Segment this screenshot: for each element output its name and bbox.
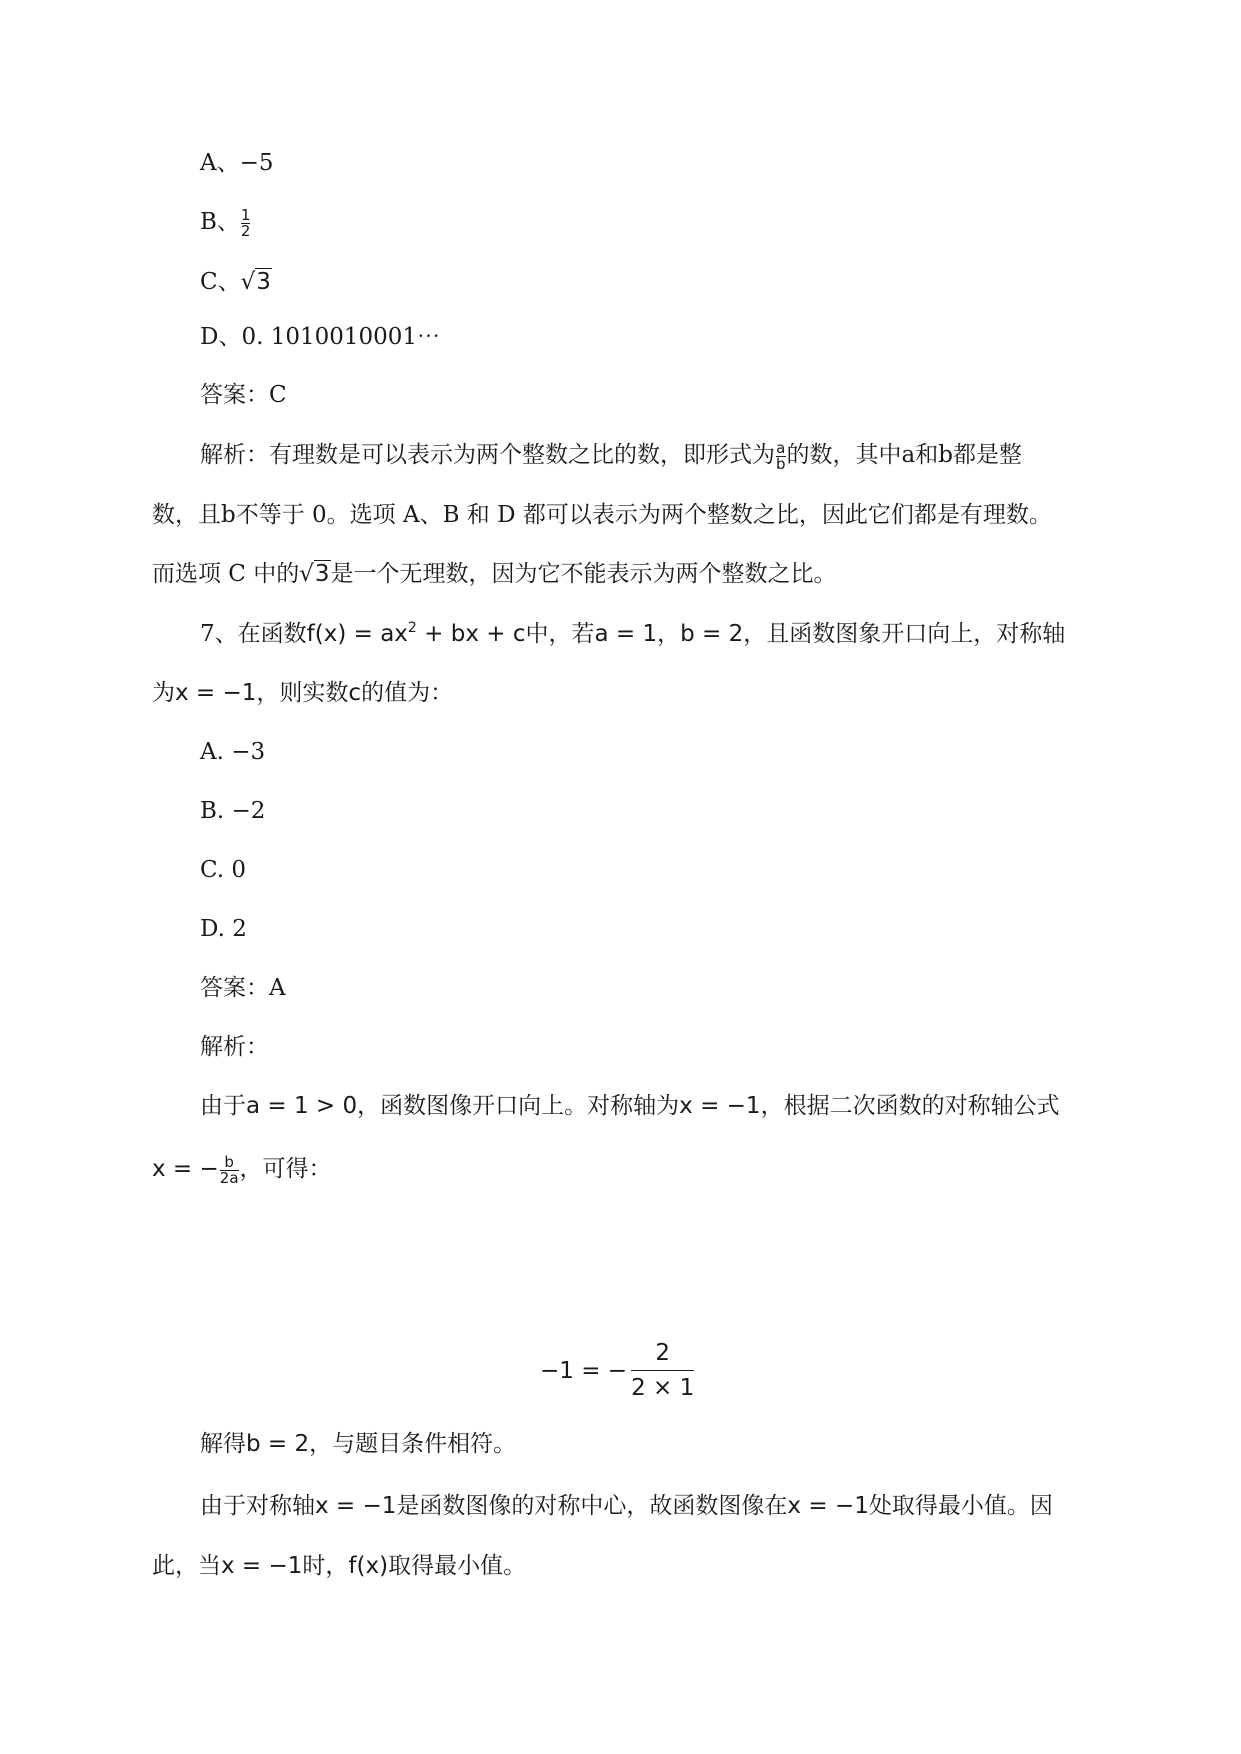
- sqrt-symbol: √3: [299, 561, 330, 587]
- q7-option-d: D. 2: [200, 916, 247, 942]
- radicand: 3: [256, 269, 271, 295]
- analysis-text: ，函数图像开口向上。对称轴为: [357, 1093, 680, 1119]
- q7-stem-line-2: [152, 676, 453, 710]
- stem-text: 的值为：: [361, 680, 454, 706]
- math-text: x = −1: [175, 680, 257, 706]
- a-over-b-fraction: [776, 438, 786, 473]
- analysis-text: 此，当: [152, 1553, 221, 1579]
- q6-option-c-prefix: C、: [200, 269, 241, 295]
- q6-option-b-fraction: [240, 205, 251, 240]
- math-text: x = −: [152, 1156, 219, 1182]
- q6-option-d: D、0. 1010010001⋯: [200, 324, 441, 350]
- q7-analysis-para-5: [152, 1549, 526, 1583]
- q7-option-b: B. −2: [200, 798, 266, 824]
- q6-option-b: [200, 205, 251, 239]
- sqrt-symbol: √3: [240, 269, 271, 295]
- q6-analysis-line-2: 数，且b不等于 0。选项 A、B 和 D 都可以表示为两个整数之比，因此它们都是有理数。: [152, 502, 1052, 528]
- q7-option-c: C. 0: [200, 857, 247, 883]
- q7-analysis-label: 解析：: [200, 1034, 269, 1060]
- q7-answer: 答案：A: [200, 975, 286, 1001]
- q6-option-a: A、−5: [200, 150, 274, 176]
- math-text: a = 1: [594, 621, 658, 647]
- stem-text: 为: [152, 680, 175, 706]
- analysis-text: 是函数图像的对称中心，故函数图像在: [396, 1493, 788, 1519]
- math-text: f(x) = ax: [306, 621, 408, 647]
- analysis-text: ，根据二次函数的对称轴公式: [760, 1093, 1060, 1119]
- analysis-text: ，与题目条件相符。: [309, 1431, 517, 1457]
- fraction-numerator: a: [776, 438, 786, 457]
- function-expression: [307, 621, 526, 647]
- equation-fraction: [631, 1340, 694, 1401]
- fraction-numerator: 1: [240, 205, 251, 224]
- analysis-text: 是一个无理数，因为它不能表示为两个整数之比。: [330, 561, 837, 587]
- exponent: 2: [407, 620, 417, 636]
- analysis-text: 取得最小值。: [388, 1553, 527, 1579]
- q7-stem-line-1: [200, 617, 1065, 651]
- radicand: 3: [314, 561, 330, 587]
- q6-answer: 答案：C: [200, 382, 287, 408]
- stem-text: ，则实数: [256, 680, 349, 706]
- analysis-text: 处取得最小值。因: [868, 1493, 1053, 1519]
- math-text: + bx + c: [416, 621, 526, 647]
- math-text: a = 1 > 0: [246, 1093, 358, 1119]
- q6-option-b-prefix: B、: [200, 209, 240, 235]
- equation-lhs: −1 = −: [540, 1357, 628, 1384]
- q7-analysis-para-3: [200, 1427, 516, 1461]
- math-text: x = −1: [787, 1493, 869, 1519]
- math-text: b = 2: [680, 621, 744, 647]
- math-text: x = −1: [315, 1493, 397, 1519]
- analysis-text: 由于: [200, 1093, 246, 1119]
- math-text: c: [348, 680, 362, 706]
- fraction-numerator: 2: [655, 1340, 670, 1366]
- q7-analysis-para-2: [152, 1152, 332, 1186]
- analysis-text: 由于对称轴: [200, 1493, 315, 1519]
- q6-analysis-line-1: [200, 438, 1022, 472]
- analysis-text: 解析：有理数是可以表示为两个整数之比的数，即形式为: [200, 442, 775, 468]
- q6-analysis-line-3: [152, 557, 837, 591]
- stem-text: ，: [657, 621, 681, 647]
- analysis-text: 而选项 C 中的: [152, 561, 300, 587]
- math-text: f(x): [348, 1553, 389, 1579]
- math-text: x = −1: [221, 1553, 303, 1579]
- fraction-denominator: 2: [240, 221, 251, 240]
- q7-analysis-para-4: [200, 1489, 1053, 1523]
- analysis-text: 的数，其中a和b都是整: [786, 442, 1022, 468]
- math-text: x = −1: [679, 1093, 761, 1119]
- stem-text: ，且函数图象开口向上，对称轴: [743, 621, 1066, 647]
- q6-option-c: [200, 265, 272, 299]
- analysis-text: ，可得：: [239, 1156, 332, 1182]
- axis-formula-fraction: [219, 1152, 239, 1187]
- analysis-text: 时，: [302, 1553, 349, 1579]
- analysis-text: 解得: [200, 1431, 246, 1457]
- fraction-denominator: 2 × 1: [631, 1375, 695, 1401]
- display-equation: [540, 1340, 694, 1401]
- q7-analysis-para-1: [200, 1089, 1060, 1123]
- stem-text: 7、在函数: [200, 621, 307, 647]
- fraction-numerator: b: [224, 1152, 234, 1171]
- fraction-denominator: 2a: [219, 1168, 239, 1187]
- math-text: b = 2: [246, 1431, 310, 1457]
- fraction-denominator: b: [776, 454, 786, 473]
- q7-option-a: A. −3: [200, 739, 266, 765]
- stem-text: 中，若: [525, 621, 595, 647]
